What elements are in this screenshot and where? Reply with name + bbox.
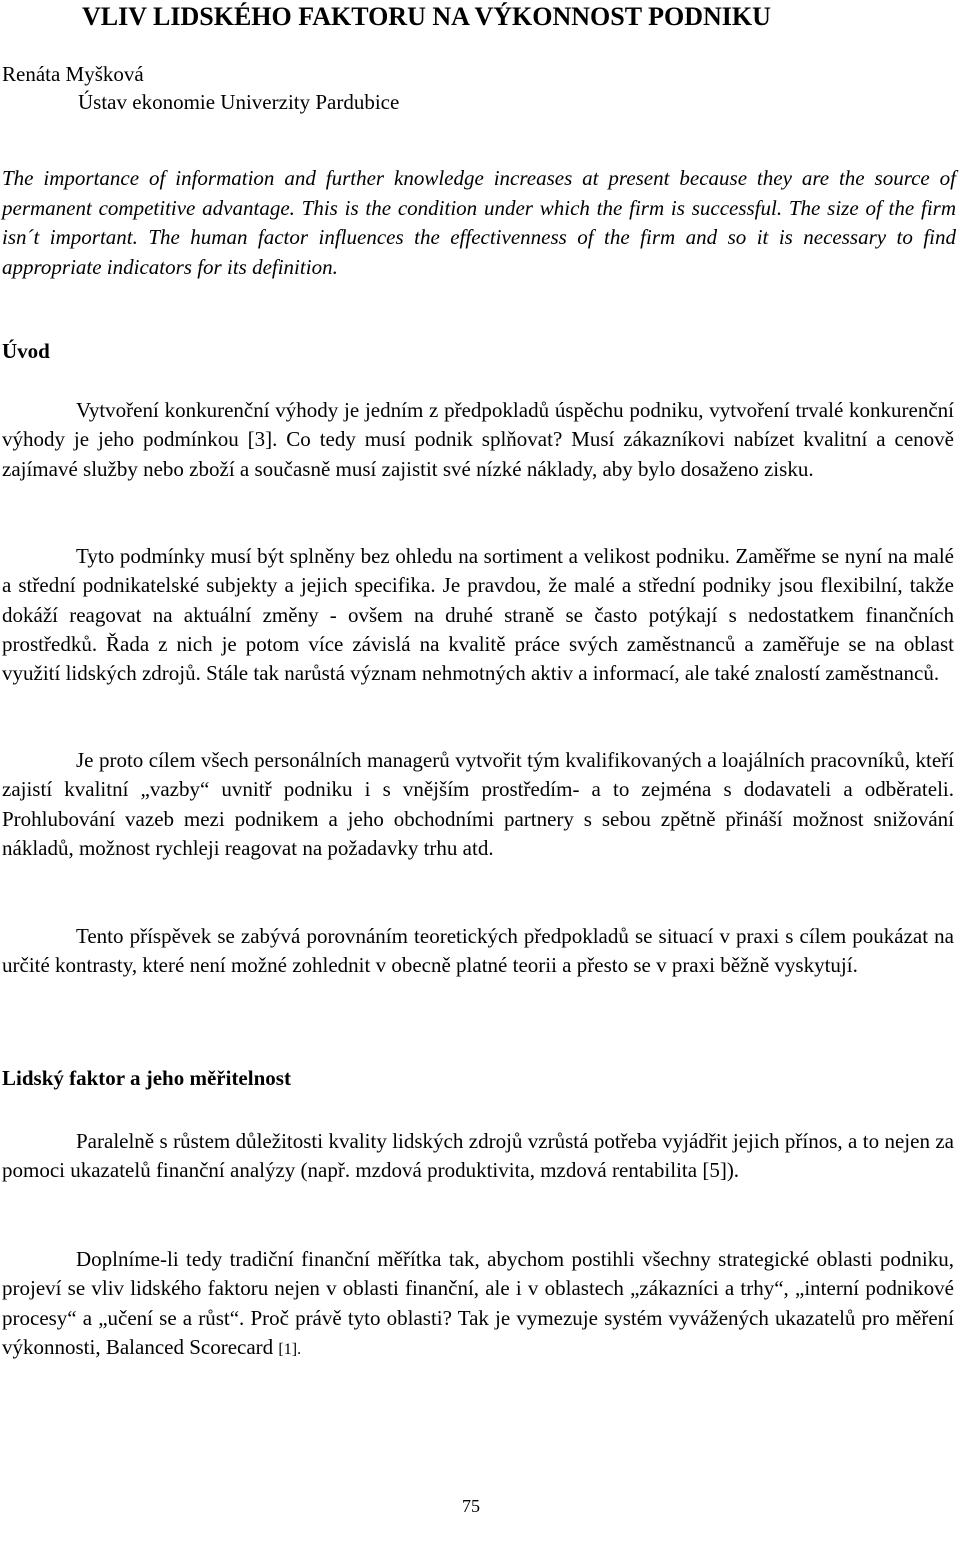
author-affiliation: Ústav ekonomie Univerzity Pardubice bbox=[78, 90, 400, 114]
paragraph: Paralelně s růstem důležitosti kvality lidských zdrojů vzrůstá potřeba vyjádřit jejich přínos, a to nejen za pomoci ukazatelů finanční analýzy (např. mzdová produktivita, mzdová rentabilita [5]). bbox=[2, 1129, 954, 1183]
paragraph bbox=[2, 1245, 954, 1364]
paragraph: Je proto cílem všech personálních managerů vytvořit tým kvalifikovaných a loajálních pracovníků, kteří zajistí kvalitní „vazby“ uvnitř podniku i s vnějším prostředím- a to zejména s dodavateli a odběrateli. Prohlubování vazeb mezi podnikem a jeho obchodními partnery s sebou zpětně přináší možnost snižování nákladů, možnost rychleji reagovat na požadavky trhu atd. bbox=[2, 748, 954, 860]
paragraph: Vytvoření konkurenční výhody je jedním z předpokladů úspěchu podniku, vytvoření trvalé konkurenční výhody je jeho podmínkou [3]. Co tedy musí podnik splňovat? Musí zákazníkovi nabízet kvalitní a cenově zajímavé služby nebo zboží a současně musí zajistit své nízké náklady, aby bylo dosaženo zisku. bbox=[2, 398, 954, 481]
paper-title: VLIV LIDSKÉHO FAKTORU NA VÝKONNOST PODNIKU bbox=[82, 2, 771, 31]
abstract: The importance of information and further knowledge increases at present because they are the source of permanent competitive advantage. This is the condition under which the firm is successful. The size of the firm isn´t important. The human factor influences the effectivenness of the firm and so it is necessary to find appropriate indicators for its definition. bbox=[2, 166, 956, 279]
paragraph-text: Doplníme-li tedy tradiční finanční měřítka tak, abychom postihli všechny strategické oblasti podniku, projeví se vliv lidského faktoru nejen v oblasti finanční, ale i v oblastech „zákazníci a trhy“, „interní podnikové procesy“ a „učení se a růst“. Proč právě tyto oblasti? Tak je vymezuje systém vyvážených ukazatelů pro měření výkonnosti, Balanced Scorecard bbox=[2, 1247, 954, 1359]
section-heading-uvod: Úvod bbox=[2, 339, 50, 363]
citation-reference: [1]. bbox=[278, 1340, 302, 1358]
author-name: Renáta Myšková bbox=[2, 62, 144, 86]
page-number: 75 bbox=[462, 1496, 480, 1516]
paragraph: Tyto podmínky musí být splněny bez ohledu na sortiment a velikost podniku. Zaměřme se nyní na malé a střední podnikatelské subjekty a jejich specifika. Je pravdou, že malé a střední podniky jsou flexibilní, takže dokáží reagovat na aktuální změny - ovšem na druhé straně se často potýkají s nedostatkem finančních prostředků. Řada z nich je potom více závislá na kvalitě práce svých zaměstnanců a zaměřuje se na oblast využití lidských zdrojů. Stále tak narůstá význam nehmotných aktiv a informací, ale také znalostí zaměstnanců. bbox=[2, 544, 954, 686]
paragraph: Tento příspěvek se zabývá porovnáním teoretických předpokladů se situací v praxi s cílem poukázat na určité kontrasty, které není možné zohlednit v obecně platné teorii a přesto se v praxi běžně vyskytují. bbox=[2, 924, 954, 978]
section-heading-lidsky-faktor: Lidský faktor a jeho měřitelnost bbox=[2, 1066, 291, 1090]
